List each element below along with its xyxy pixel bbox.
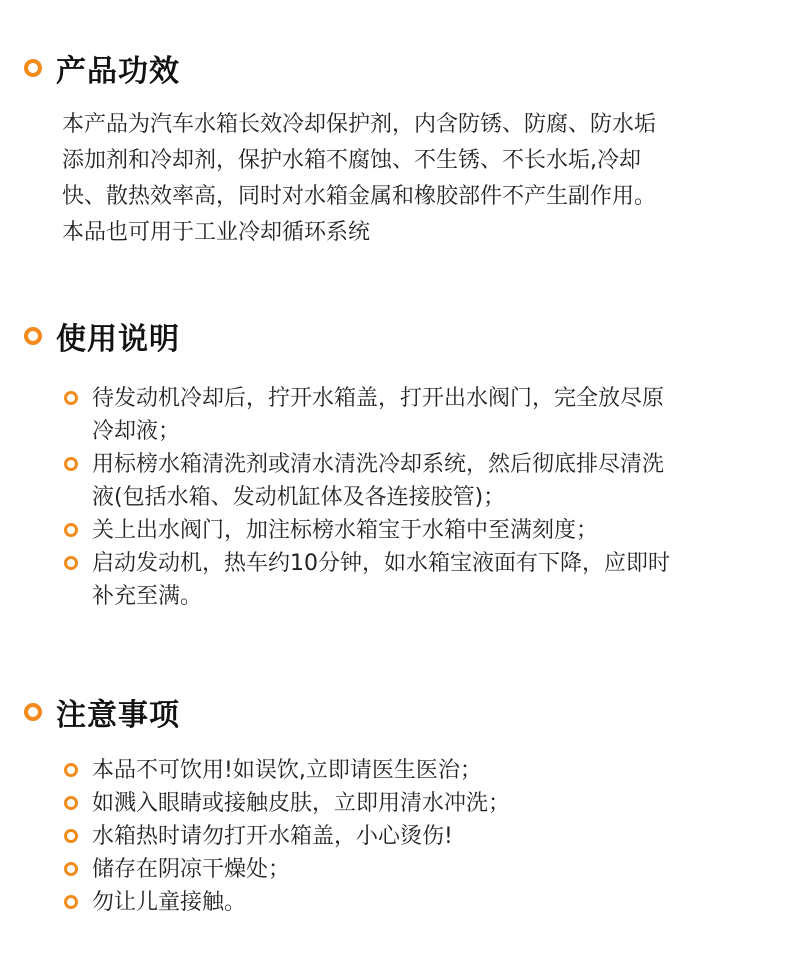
paragraph-line: 添加剂和冷却剂，保护水箱不腐蚀、不生锈、不长水垢,冷却 <box>62 148 641 173</box>
list-item-line: 冷却液； <box>92 419 181 444</box>
list-item <box>62 886 752 919</box>
ring-bullet-icon <box>24 703 42 721</box>
list-item <box>62 448 752 514</box>
cautions-list <box>62 754 752 919</box>
list-item-line: 补充至满。 <box>92 584 203 609</box>
ring-bullet-icon <box>64 895 78 909</box>
paragraph-line: 快、散热效率高，同时对水箱金属和橡胶部件不产生副作用。 <box>62 184 657 209</box>
list-item <box>62 853 752 886</box>
section-title-cautions: 注意事项 <box>56 698 180 733</box>
ring-bullet-icon <box>64 829 78 843</box>
list-item-line: 关上出水阀门，加注标榜水箱宝于水箱中至满刻度； <box>92 518 599 543</box>
list-item-line: 待发动机冷却后，拧开水箱盖，打开出水阀门，完全放尽原 <box>92 386 665 411</box>
ring-bullet-icon <box>64 391 78 405</box>
ring-bullet-icon <box>24 327 42 345</box>
list-item <box>62 787 752 820</box>
section-title-effect: 产品功效 <box>56 54 180 89</box>
paragraph-line: 本产品为汽车水箱长效冷却保护剂，内含防锈、防腐、防水垢 <box>62 112 657 137</box>
list-item-line: 本品不可饮用!如误饮,立即请医生医治； <box>92 758 482 783</box>
ring-bullet-icon <box>64 556 78 570</box>
list-item-line: 勿让儿童接触。 <box>92 890 247 915</box>
list-item-line: 水箱热时请勿打开水箱盖，小心烫伤! <box>92 824 453 849</box>
section-header-usage <box>24 316 180 356</box>
usage-list <box>62 382 752 613</box>
list-item-line: 启动发动机，热车约10分钟，如水箱宝液面有下降，应即时 <box>92 551 670 576</box>
section-header-effect <box>24 48 180 88</box>
list-item-line: 如溅入眼睛或接触皮肤，立即用清水冲洗； <box>92 791 511 816</box>
paragraph-line: 本品也可用于工业冷却循环系统 <box>62 220 371 245</box>
section-title-usage: 使用说明 <box>56 322 180 357</box>
ring-bullet-icon <box>64 763 78 777</box>
list-item <box>62 820 752 853</box>
list-item-line: 液(包括水箱、发动机缸体及各连接胶管)； <box>92 485 506 510</box>
list-item <box>62 547 752 613</box>
ring-bullet-icon <box>64 523 78 537</box>
list-item <box>62 382 752 448</box>
ring-bullet-icon <box>24 59 42 77</box>
ring-bullet-icon <box>64 796 78 810</box>
effect-paragraph <box>62 107 742 251</box>
list-item-line: 储存在阴凉干燥处； <box>92 857 291 882</box>
list-item <box>62 754 752 787</box>
ring-bullet-icon <box>64 862 78 876</box>
section-header-cautions <box>24 692 180 732</box>
ring-bullet-icon <box>64 457 78 471</box>
list-item <box>62 514 752 547</box>
list-item-line: 用标榜水箱清洗剂或清水清洗冷却系统，然后彻底排尽清洗 <box>92 452 665 477</box>
